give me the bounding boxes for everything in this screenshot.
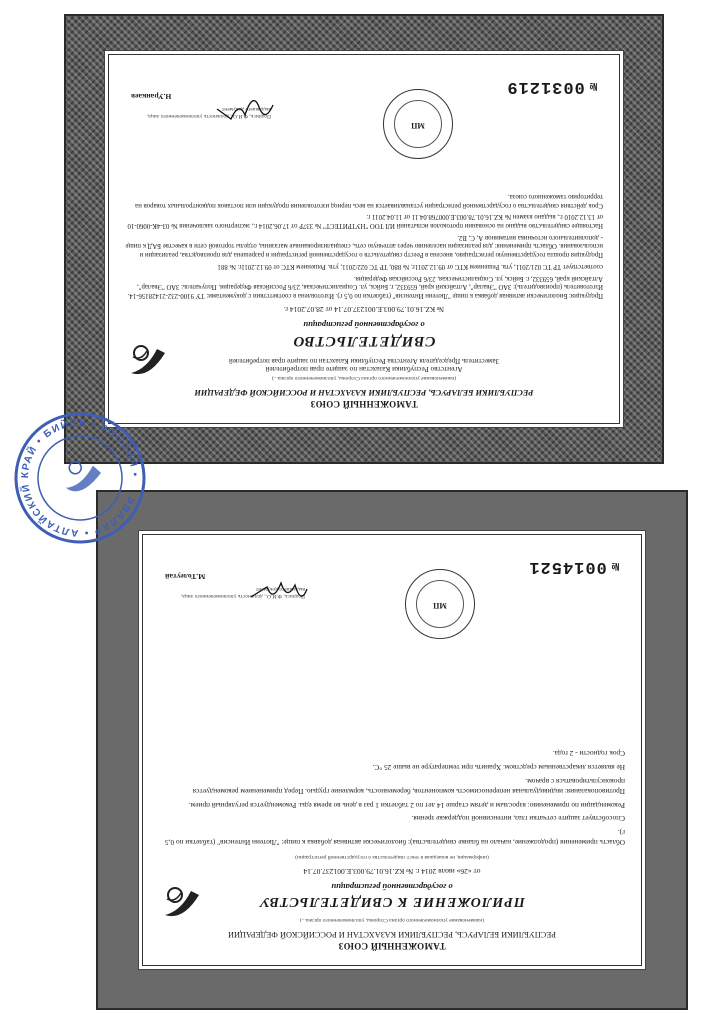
seal-text: МП xyxy=(433,601,447,610)
authority-sub: Заместитель Председателя Агентства Республики Казахстан по защите прав потребителей xyxy=(229,356,499,365)
validity-paragraph: Срок действия свидетельства о государственной регистрации устанавливается на весь период изготовления продукции или поставок подконтрольных товаров на территорию таможенного союза. xyxy=(135,193,603,209)
authority-hint: (наименование уполномоченного органа Стороны, уполномоченного органа...) xyxy=(299,916,485,923)
signature-block xyxy=(159,549,625,629)
serial-prefix: № xyxy=(588,78,597,93)
org-title: ТАМОЖЕННЫЙ СОЮЗ xyxy=(310,399,418,409)
authority-hint: (наименование уполномоченного органа Стороны, уполномоченного органа...) xyxy=(271,374,457,381)
appendix-subtitle: о государственной регистрации xyxy=(331,881,453,892)
serial-prefix: № xyxy=(610,558,619,573)
effect-paragraph: Способствует защите сетчатки глаз, интенсивной поддержке зрения. xyxy=(411,814,625,824)
handwritten-signature xyxy=(249,577,309,607)
certificate-subtitle: о государственной регистрации xyxy=(303,320,425,331)
signer-name: М.Толеутай xyxy=(165,571,206,581)
company-stamp xyxy=(10,408,150,548)
serial-number xyxy=(528,555,619,577)
seal-text: МП xyxy=(411,121,425,130)
product-paragraph: Продукция: Биологически активная добавка к пище "Лютеин Интенсив" (таблетки по 0,5 г). Изготовлена в соответствии с документами: ТУ 9100-232-21428156-14. Изготовитель (производитель): ЗАО "Эвалар", Алтайский край, 659332, г. Бийск, ул. Социалистическая, 23/6 Российская Федерация. Получатель: ЗАО "Эвалар", Алтайский край, 659332, г. Бийск, ул. Социалистическая, 23/6 Российская Федерация. xyxy=(127,274,603,299)
signer-label: Подпись, Ф.И.О., должность уполномоченного лица, выдавшего документ xyxy=(180,586,305,600)
appendix-body xyxy=(142,534,642,966)
certificate-appendix xyxy=(96,490,688,1010)
usage-paragraph: Рекомендации по применению: взрослым и детям старше 14 лет по 2 таблетки 1 раз в день во время еды. Рекомендуется регулярный прием. xyxy=(188,800,625,810)
serial-number xyxy=(506,75,597,97)
registration-certificate xyxy=(64,14,664,464)
serial-value: 0014521 xyxy=(528,556,607,576)
authority: Агентство Республики Казахстан по защите прав потребителей xyxy=(265,364,463,374)
basis-paragraph: Настоящее свидетельство выдано на основании протоколов испытаний ИЛ ТОО "НУТРИТЕСТ" № 337Р от 17.06.2014 г., экспертного заключения № 03-4К-0060-10 от 13.12.2010 г., выдано взамен № KZ.16.01.78.003.Е.000768.04.11 от 11.04.2011 г. xyxy=(127,213,603,230)
handwritten-signature xyxy=(215,97,275,127)
signer-label: Подпись, Ф.И.О., должность уполномоченного лица, выдавшего документ xyxy=(146,106,271,120)
contraindications-paragraph: Противопоказания: индивидуальная непереносимость компонентов, беременность, кормление грудью. Перед применением рекомендуется проконсультироваться с врачом. xyxy=(192,776,625,797)
compliance-paragraph: соответствует ТР ТС 021/2011, утв. Решением КТС от 09.12.2011г. № 880, ТР ТС 022/2011, утв. Решением КТС от 09.12.2011г. № 881 xyxy=(217,262,603,270)
application-paragraph: Область применения (продолжение, начало на бланке свидетельства): биологически активная добавка к пище: "Лютеин Интенсив" (таблетки по 0,5 г). xyxy=(164,827,625,848)
reg-hint: (информация, не вошедшая в текст свидетельства о государственной регистрации) xyxy=(295,854,489,861)
org-countries: РЕСПУБЛИКИ БЕЛАРУСЬ, РЕСПУБЛИКИ КАЗАХСТАН И РОССИЙСКОЙ ФЕДЕРАЦИИ xyxy=(194,388,534,398)
storage-paragraph: Не является лекарственным средством. Хранить при температуре не выше 25 °С. xyxy=(372,762,625,772)
svg-text:ЭВАЛАР • АЛТАЙСКИЙ КРАЙ • БИЙС xyxy=(10,408,150,548)
registration-number: № KZ.16.01.79.003.Е.001237.07.14 от 28.07.2014 г. xyxy=(283,305,445,315)
customs-union-logo-icon xyxy=(161,881,205,925)
signer-name: Н.Уранкаев xyxy=(131,91,172,101)
appendix-title: ПРИЛОЖЕНИЕ К СВИДЕТЕЛЬСТВУ xyxy=(259,893,525,909)
official-seal xyxy=(405,569,475,639)
customs-union-logo-icon xyxy=(127,339,171,383)
registration-paragraph: Продукция прошла государственную регистрацию, внесена в Реестр свидетельств о государственной регистрации и разрешена для производства, реализации и использования. Область применения: для реализации населению через аптечную сеть, специализированные магазины, отделы торговой сети в качестве БАД к пище - дополнительного источника витаминов А, С, В2. xyxy=(125,233,603,259)
certificate-body xyxy=(108,54,620,424)
shelf-life-paragraph: Срок годности - 2 года. xyxy=(552,749,625,759)
registration-number: от «26» июля 2014 г. № KZ.16.01.79.003.Е.001237.07.14 xyxy=(303,867,481,877)
org-countries: РЕСПУБЛИКИ БЕЛАРУСЬ, РЕСПУБЛИКИ КАЗАХСТАН И РОССИЙСКОЙ ФЕДЕРАЦИИ xyxy=(228,930,556,940)
signature-block xyxy=(125,69,603,149)
official-seal xyxy=(383,89,453,159)
stamp-text: ЭВАЛАР • АЛТАЙСКИЙ КРАЙ • БИЙСК • РОССИЯ • xyxy=(19,417,141,539)
serial-value: 0031219 xyxy=(506,76,585,96)
certificate-text xyxy=(125,191,603,299)
certificate-title: СВИДЕТЕЛЬСТВО xyxy=(292,332,436,349)
org-title: ТАМОЖЕННЫЙ СОЮЗ xyxy=(338,941,446,951)
appendix-text xyxy=(159,748,625,848)
